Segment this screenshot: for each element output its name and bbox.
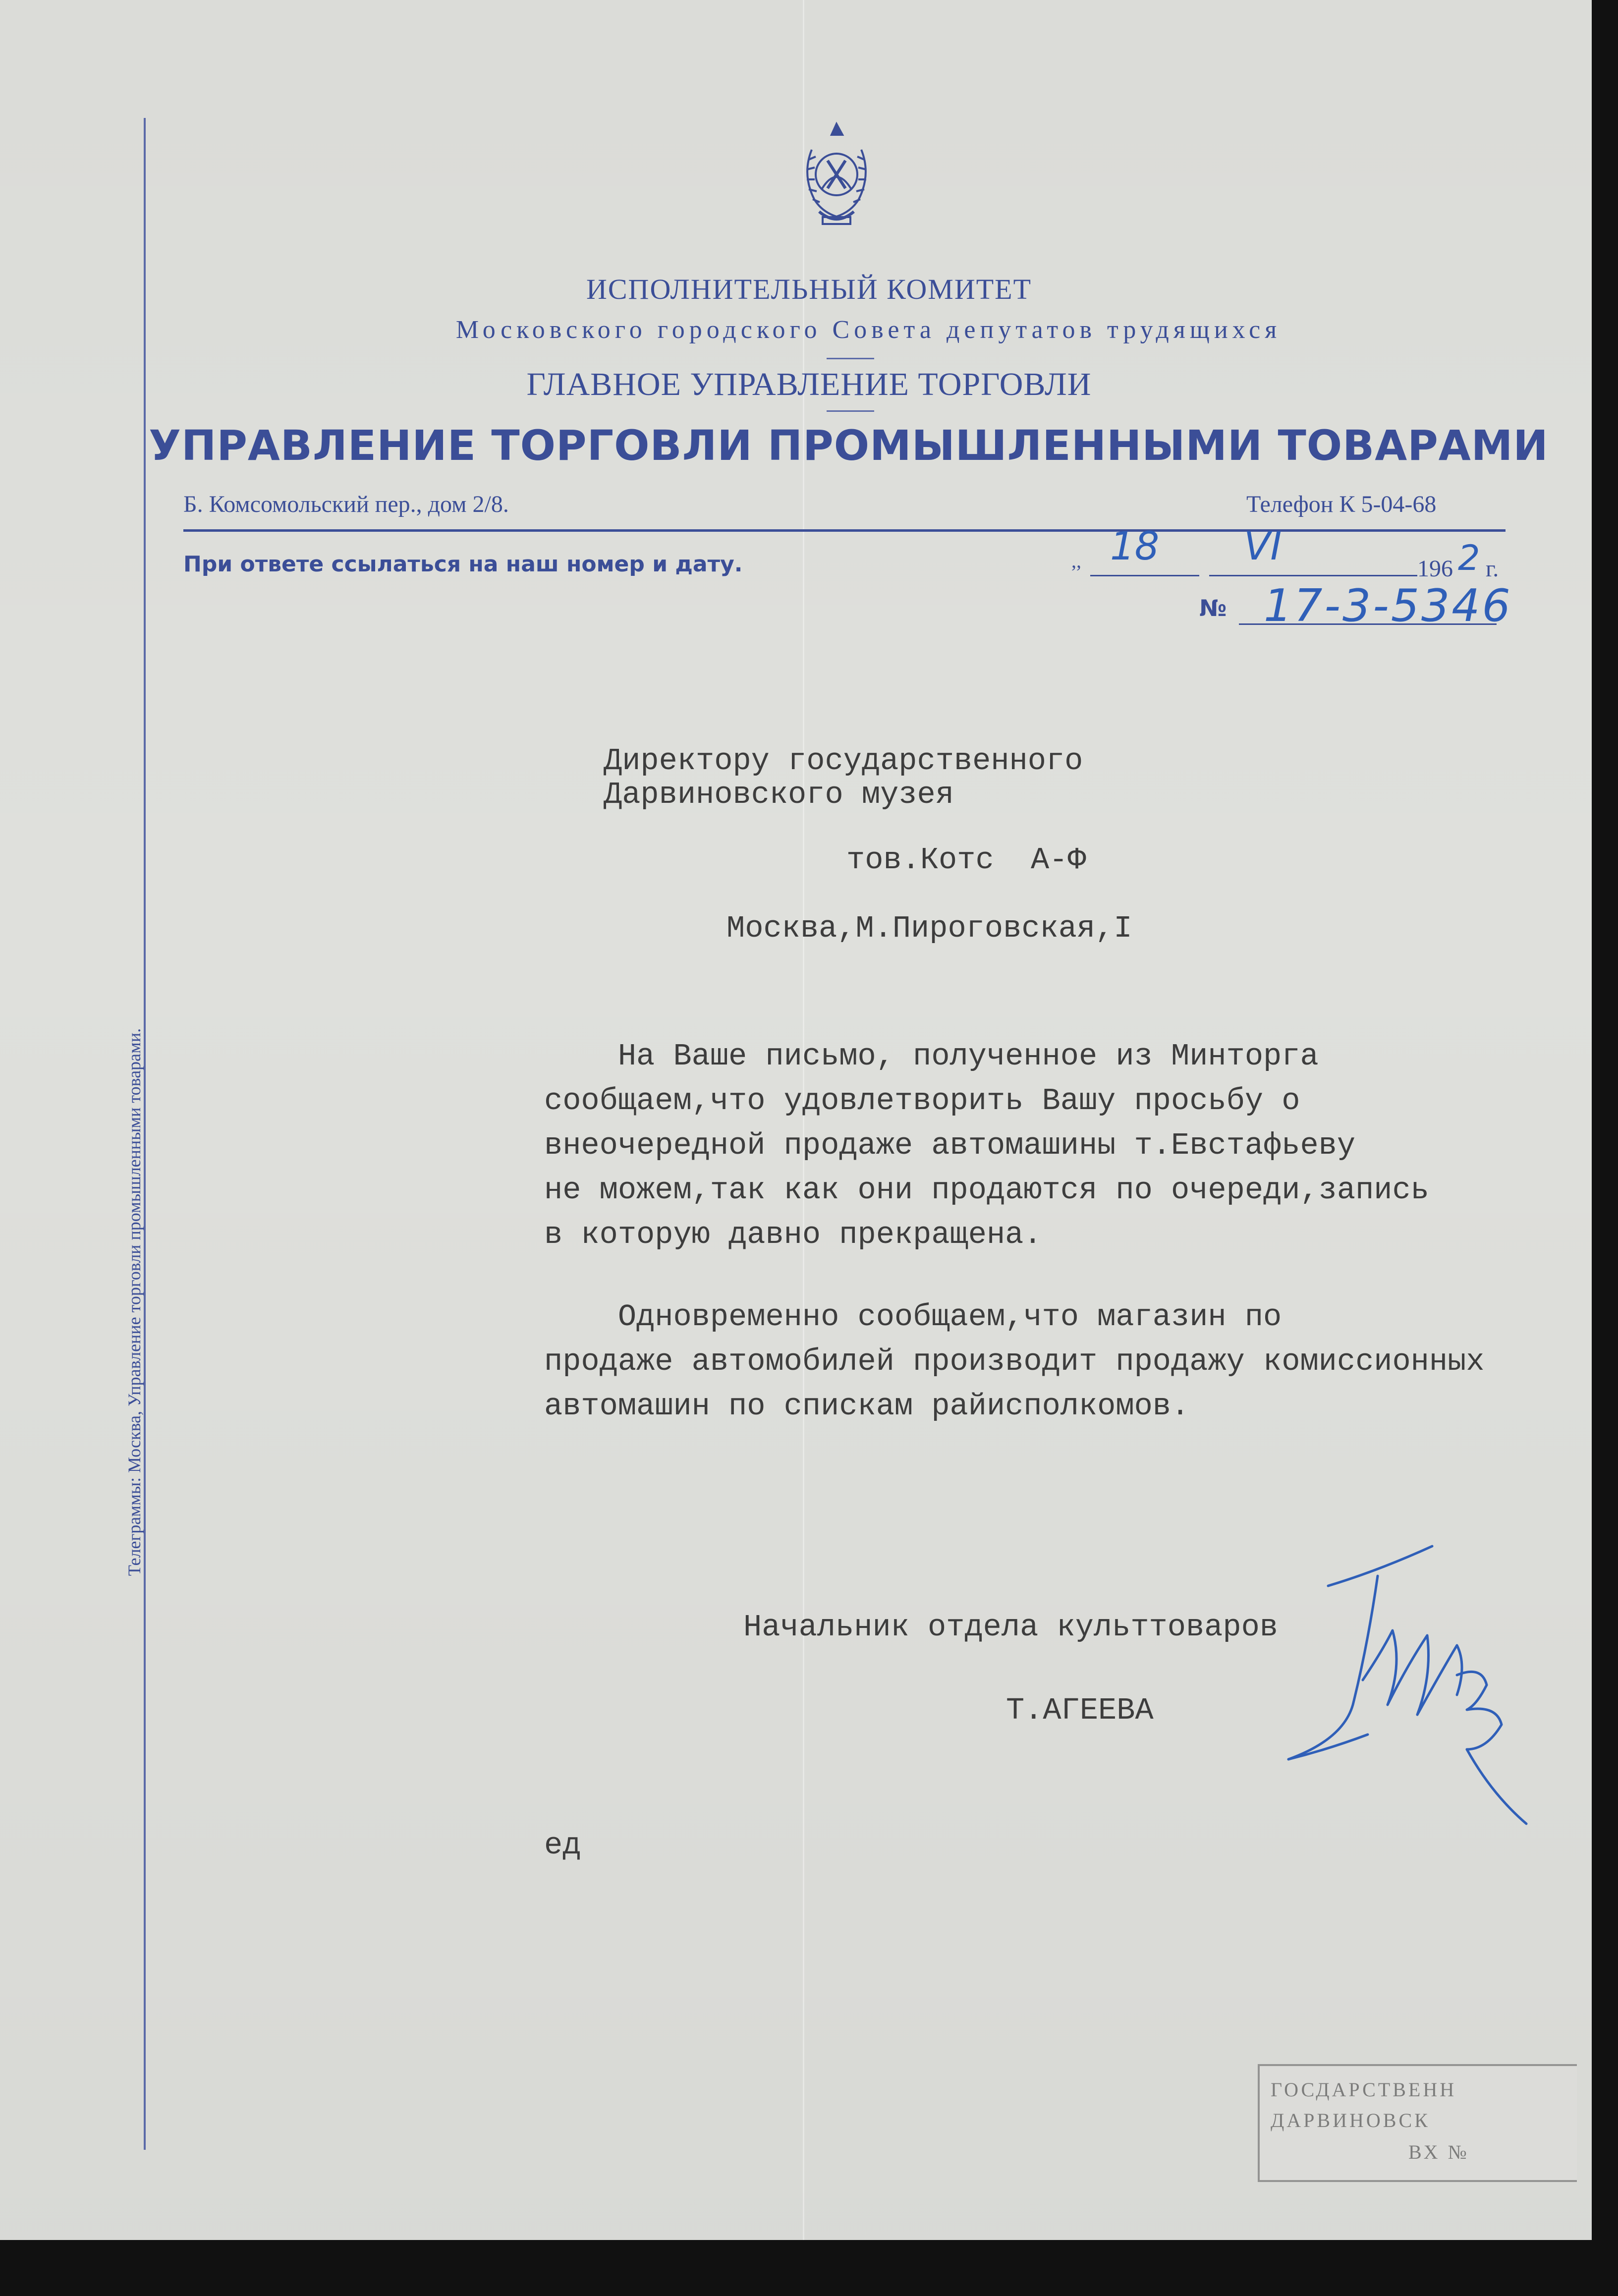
document-number-sign: № bbox=[1199, 595, 1227, 621]
date-open-quote: ,, bbox=[1071, 550, 1081, 572]
typist-initials: ед bbox=[544, 1828, 581, 1863]
heading-divider bbox=[827, 410, 874, 412]
stamp-line: ГОСДАРСТВЕНН bbox=[1271, 2078, 1457, 2101]
handwritten-signature bbox=[1269, 1516, 1576, 1853]
city-council-subheading: Московского городского Совета депутатов трудящихся bbox=[455, 316, 1282, 344]
letterhead-phone: Телефон К 5-04-68 bbox=[1246, 491, 1437, 517]
addressee-line: Директору государственного bbox=[604, 743, 1083, 779]
addressee-name: тов.Котс А-Ф bbox=[846, 842, 1086, 878]
signatory-name: Т.АГЕЕВА bbox=[1006, 1693, 1154, 1728]
date-year-printed: 196 bbox=[1417, 556, 1453, 582]
stamp-line: ВХ № bbox=[1408, 2141, 1469, 2163]
body-line: не можем,так как они продаются по очереди,запись bbox=[544, 1173, 1429, 1208]
industrial-goods-directorate-title: УПРАВЛЕНИЕ ТОРГОВЛИ ПРОМЫШЛЕННЫМИ ТОВАРАМИ bbox=[149, 421, 1549, 470]
body-line: автомашин по спискам райисполкомов. bbox=[544, 1389, 1190, 1424]
main-trade-directorate-heading: ГЛАВНОЕ УПРАВЛЕНИЕ ТОРГОВЛИ bbox=[526, 366, 1092, 402]
body-line: Одновременно сообщаем,что магазин по bbox=[544, 1299, 1282, 1335]
rsfsr-emblem-icon bbox=[792, 120, 881, 234]
date-day-line bbox=[1090, 575, 1199, 576]
document-number-handwritten: 17-3-5346 bbox=[1264, 580, 1512, 632]
date-month-handwritten: VI bbox=[1244, 524, 1282, 569]
letterhead-rule bbox=[183, 529, 1506, 532]
body-line: внеочередной продаже автомашины т.Евстафьеву bbox=[544, 1128, 1356, 1163]
body-line: На Ваше письмо, полученное из Минторга bbox=[544, 1039, 1319, 1074]
body-line: в которую давно прекращена. bbox=[544, 1217, 1042, 1252]
stamp-line: ДАРВИНОВСК bbox=[1271, 2109, 1430, 2131]
date-year-suffix: г. bbox=[1486, 556, 1499, 582]
scan-frame-right bbox=[1592, 0, 1618, 2296]
museum-receipt-stamp bbox=[1258, 2064, 1577, 2182]
scan-frame-bottom bbox=[0, 2240, 1618, 2296]
body-line: продаже автомобилей производит продажу комиссионных bbox=[544, 1344, 1485, 1379]
letterhead-address: Б. Комсомольский пер., дом 2/8. bbox=[183, 491, 509, 517]
heading-divider bbox=[827, 358, 874, 359]
date-month-line bbox=[1209, 575, 1417, 576]
addressee-line: Дарвиновского музея bbox=[604, 777, 954, 812]
body-line: сообщаем,что удовлетворить Вашу просьбу о bbox=[544, 1083, 1300, 1119]
signatory-title: Начальник отдела культтоваров bbox=[743, 1610, 1278, 1645]
telegram-side-text: Телеграммы: Москва, Управление торговли промышленными товарами. bbox=[124, 1028, 144, 1576]
addressee-address: Москва,М.Пироговская,I bbox=[726, 911, 1132, 946]
date-year-handwritten: 2 bbox=[1458, 538, 1480, 578]
reply-reference-note: При ответе ссылаться на наш номер и дату. bbox=[183, 552, 743, 577]
date-day-handwritten: 18 bbox=[1110, 524, 1160, 569]
executive-committee-heading: ИСПОЛНИТЕЛЬНЫЙ КОМИТЕТ bbox=[586, 273, 1032, 305]
